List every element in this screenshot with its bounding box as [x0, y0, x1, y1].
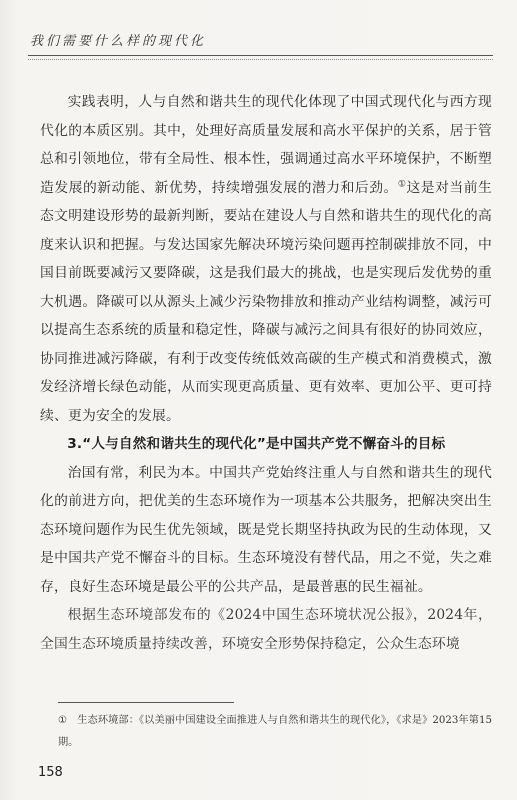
paragraph-1-text-b: 这是对当前生态文明建设形势的最新判断，要站在建设人与自然和谐共生的现代化的高度来认识和把握。与发达国家先解决环境污染问题再控制碳排放不同，中国目前既要减污又要降碳，这是我们最大的挑战，也是实现后发优势的重大机遇。降碳可以从源头上减少污染物排放和推动产业结构调整，减污可以提高生态系统的质量和稳定性，降碳与减污之间具有很好的协同效应，协同推进减污降碳，有利于改变传统低效高碳的生产模式和消费模式，激发经济增长绿色动能，从而实现更高质量、更有效率、更加公平、更可持续、更为安全的发展。 — [40, 179, 493, 424]
paragraph-1-text-a: 实践表明，人与自然和谐共生的现代化体现了中国式现代化与西方现代化的本质区别。其中，处理好高质量发展和高水平保护的关系，居于管总和引领地位，带有全局性、根本性，强调通过高水平环境保护，不断塑造发展的新动能、新优势，持续增强发展的潜力和后劲。 — [40, 94, 492, 196]
section-heading: 3.“人与自然和谐共生的现代化”是中国共产党不懈奋斗的目标 — [67, 436, 446, 452]
footnote-reference[interactable]: ① — [397, 178, 407, 189]
paragraph-3: 根据生态环境部发布的《2024中国生态环境状况公报》，2024年，全国生态环境质量持续改善，环境安全形势保持稳定，公众生态环境 — [40, 607, 492, 652]
footnote-marker: ① — [58, 715, 68, 726]
paragraph-2: 治国有常，利民为本。中国共产党始终注重人与自然和谐共生的现代化的前进方向，把优美的生态环境作为一项基本公共服务，把解决突出生态环境问题作为民生优先领域，既是党长期坚持执政为民的生动体现，又是中国共产党不懈奋斗的目标。生态环境没有替代品，用之不觉，失之难存，良好生态环境是最公平的公共产品，是最普惠的民生福祉。 — [40, 464, 492, 595]
header-rule — [28, 55, 493, 56]
running-title: 我们需要什么样的现代化 — [30, 34, 207, 49]
body-text — [40, 88, 492, 658]
footnote-text: 生态环境部：《以美丽中国建设全面推进人与自然和谐共生的现代化》，《求是》2023年第15期。 — [58, 715, 492, 748]
paragraph-1 — [40, 88, 492, 430]
footnote — [58, 710, 492, 754]
header-rule-dotted — [28, 59, 493, 60]
page-number: 158 — [38, 765, 63, 780]
footnote-rule — [58, 702, 234, 703]
running-header — [28, 30, 493, 60]
